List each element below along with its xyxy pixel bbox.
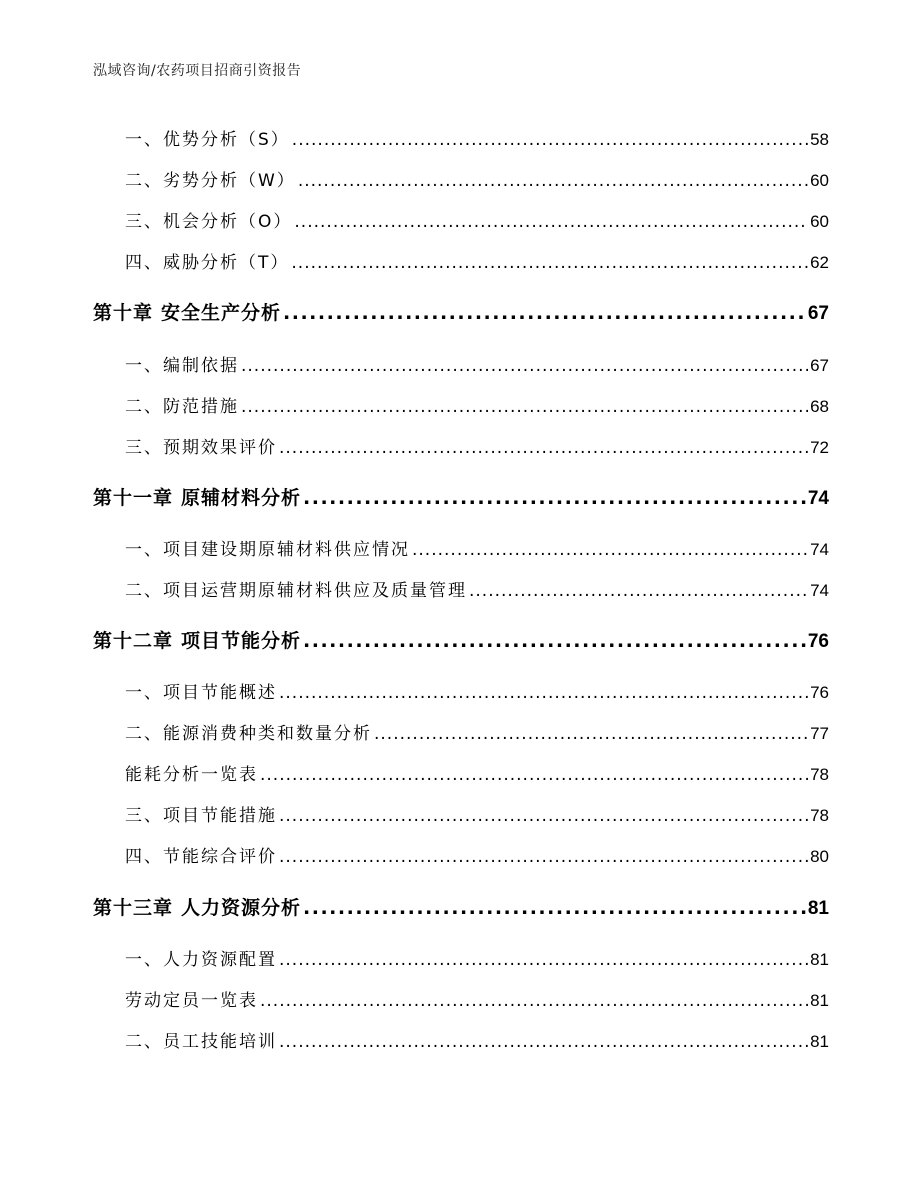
toc-entry-title: 优势分析（S） xyxy=(163,130,290,150)
toc-entry[interactable] xyxy=(125,801,829,826)
toc-entry-number: 一、 xyxy=(125,130,163,150)
toc-chapter[interactable] xyxy=(93,893,829,920)
dot-leader xyxy=(241,356,808,376)
toc-chapter-number: 第十章 xyxy=(93,302,154,324)
toc-entry[interactable] xyxy=(125,719,829,744)
dot-leader xyxy=(469,581,808,601)
toc-entry[interactable] xyxy=(125,986,829,1011)
toc-entry-title: 节能综合评价 xyxy=(163,847,277,867)
toc-entry-number: 二、 xyxy=(125,581,163,601)
toc-entry-title: 能源消费种类和数量分析 xyxy=(163,724,372,744)
toc-entry-number: 一、 xyxy=(125,950,163,970)
toc-entry-page: 62 xyxy=(810,253,829,272)
dot-leader xyxy=(260,991,808,1011)
toc-entry[interactable] xyxy=(125,125,829,150)
toc-entry-page: 74 xyxy=(810,581,829,600)
dot-leader xyxy=(294,212,808,232)
running-header: 泓域咨询/农药项目招商引资报告 xyxy=(93,63,302,79)
toc-entry-number: 二、 xyxy=(125,171,163,191)
toc-entry-page: 72 xyxy=(810,438,829,457)
toc-chapter-page: 76 xyxy=(807,631,829,652)
dot-leader xyxy=(374,724,808,744)
toc-chapter-page: 67 xyxy=(807,303,829,324)
dot-leader xyxy=(241,397,808,417)
toc-entry-number: 一、 xyxy=(125,540,163,560)
toc-entry-number: 二、 xyxy=(125,1032,163,1052)
toc-entry-title: 劣势分析（W） xyxy=(163,171,296,191)
toc-entry[interactable] xyxy=(125,945,829,970)
toc-entry[interactable] xyxy=(125,760,829,785)
toc-entry-page: 68 xyxy=(810,397,829,416)
dot-leader xyxy=(291,253,808,273)
toc-chapter[interactable] xyxy=(93,298,829,325)
toc-chapter-number: 第十三章 xyxy=(93,897,174,919)
dot-leader xyxy=(412,540,808,560)
toc-entry-title: 编制依据 xyxy=(163,356,239,376)
toc-chapter-number: 第十一章 xyxy=(93,487,174,509)
toc-entry-number: 三、 xyxy=(125,806,163,826)
toc-entry[interactable] xyxy=(125,842,829,867)
toc-entry-title: 防范措施 xyxy=(163,397,239,417)
toc-entry-title: 预期效果评价 xyxy=(163,438,277,458)
toc-entry-title: 机会分析（O） xyxy=(163,212,293,232)
toc-entry[interactable] xyxy=(125,248,829,273)
toc-entry[interactable] xyxy=(125,576,829,601)
toc-entry-title: 人力资源配置 xyxy=(163,950,277,970)
toc-chapter[interactable] xyxy=(93,483,829,510)
dot-leader xyxy=(279,1032,808,1052)
dot-leader xyxy=(279,806,808,826)
toc-chapter-page: 74 xyxy=(807,488,829,509)
toc-entry-title: 项目建设期原辅材料供应情况 xyxy=(163,540,410,560)
toc-entry[interactable] xyxy=(125,678,829,703)
toc-entry-number: 三、 xyxy=(125,438,163,458)
toc-entry-number: 二、 xyxy=(125,724,163,744)
toc-entry-number: 二、 xyxy=(125,397,163,417)
dot-leader xyxy=(279,438,808,458)
toc-chapter-number: 第十二章 xyxy=(93,630,174,652)
dot-leader xyxy=(279,683,808,703)
toc-entry-title: 项目节能概述 xyxy=(163,683,277,703)
dot-leader xyxy=(303,487,806,509)
toc-chapter-title: 安全生产分析 xyxy=(161,302,282,324)
toc-entry-title: 能耗分析一览表 xyxy=(125,765,258,785)
toc-entry-page: 78 xyxy=(810,806,829,825)
dot-leader xyxy=(283,302,806,324)
toc-entry-number: 四、 xyxy=(125,847,163,867)
toc-entry-title: 威胁分析（T） xyxy=(163,253,290,273)
toc-entry-page: 81 xyxy=(810,991,829,1010)
toc-chapter-title: 项目节能分析 xyxy=(181,630,302,652)
dot-leader xyxy=(303,630,806,652)
toc-chapter-title: 人力资源分析 xyxy=(181,897,302,919)
toc-entry-page: 80 xyxy=(810,847,829,866)
dot-leader xyxy=(260,765,808,785)
toc-entry[interactable] xyxy=(125,207,829,232)
toc-entry-number: 四、 xyxy=(125,253,163,273)
toc-entry-number: 三、 xyxy=(125,212,163,232)
toc-entry-page: 58 xyxy=(810,130,829,149)
toc-entry[interactable] xyxy=(125,535,829,560)
toc-entry-page: 60 xyxy=(810,212,829,231)
toc-entry-page: 81 xyxy=(810,1032,829,1051)
toc-entry-page: 76 xyxy=(810,683,829,702)
dot-leader xyxy=(292,130,808,150)
toc-entry[interactable] xyxy=(125,1027,829,1052)
dot-leader xyxy=(303,897,806,919)
toc-entry-title: 项目节能措施 xyxy=(163,806,277,826)
toc-entry-title: 员工技能培训 xyxy=(163,1032,277,1052)
toc-entry-page: 78 xyxy=(810,765,829,784)
toc-entry-page: 67 xyxy=(810,356,829,375)
toc-entry[interactable] xyxy=(125,392,829,417)
toc-chapter-title: 原辅材料分析 xyxy=(181,487,302,509)
toc-entry[interactable] xyxy=(125,433,829,458)
toc-entry-page: 81 xyxy=(810,950,829,969)
toc-chapter-page: 81 xyxy=(807,898,829,919)
toc-entry-title: 项目运营期原辅材料供应及质量管理 xyxy=(163,581,467,601)
toc-chapter[interactable] xyxy=(93,626,829,653)
toc-entry[interactable] xyxy=(125,351,829,376)
toc-entry-page: 77 xyxy=(810,724,829,743)
dot-leader xyxy=(279,847,808,867)
toc-entry-page: 60 xyxy=(810,171,829,190)
dot-leader xyxy=(279,950,808,970)
toc-entry-title: 劳动定员一览表 xyxy=(125,991,258,1011)
toc-entry-number: 一、 xyxy=(125,356,163,376)
toc-entry[interactable] xyxy=(125,166,829,191)
toc-entry-number: 一、 xyxy=(125,683,163,703)
dot-leader xyxy=(298,171,808,191)
toc-entry-page: 74 xyxy=(810,540,829,559)
